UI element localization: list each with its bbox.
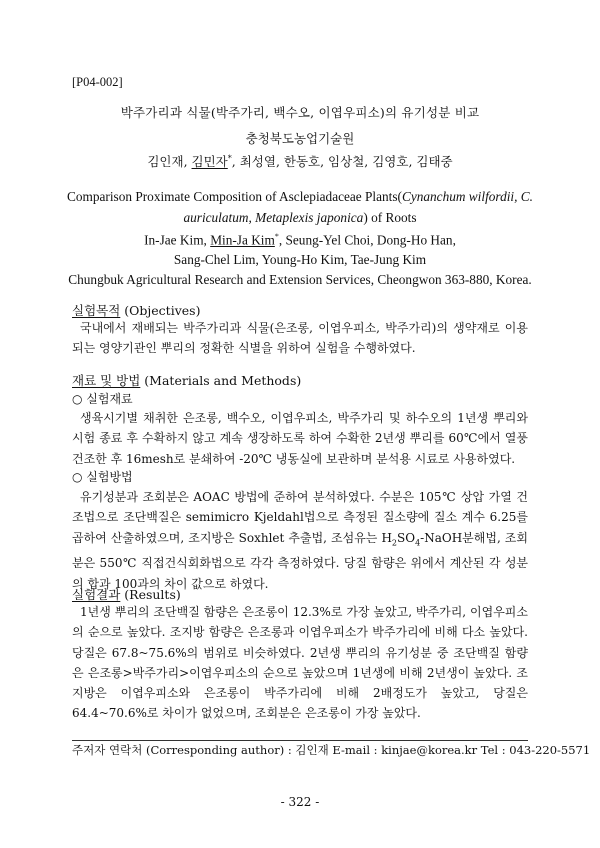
korean-institution: 충청북도농업기술원 [245,131,355,146]
english-title [60,186,540,228]
korean-title: 박주가리과 식물(박주가리, 백수오, 이엽우피소)의 유기성분 비교 [120,105,480,120]
english-affiliation: Chungbuk Agricultural Research and Extension Services, Cheongwon 363-880, Korea. [68,272,532,287]
english-title-b: ) of Roots [363,210,417,225]
methods-subheading: ○ 실험방법 [72,470,133,484]
methods-heading-ko: 재료 및 방법 [72,373,141,388]
objectives-heading-en: (Objectives) [120,303,201,318]
materials-subheading: ○ 실험재료 [72,392,133,406]
footnote-divider [72,740,528,741]
english-authors-b: , Seung-Yel Choi, Dong-Ho Han, [278,232,456,248]
korean-author-mark: * [227,153,232,163]
methods-text-c: -NaOH분해법, 조회분은 550℃ 직접건식회화법으로 각각 측정하였다. 당질 함량은 위에서 계산된 각 성분의 합과 100과의 차이 값으로 하였다. [72,530,528,591]
english-authors [60,227,540,270]
korean-presenting-author: 김민자 [191,154,228,169]
results-heading-ko: 실험결과 [72,587,121,602]
results-heading [72,585,181,603]
results-heading-en: (Results) [120,587,181,602]
results-text: 1년생 뿌리의 조단백질 함량은 은조롱이 12.3%로 가장 높았고, 박주가리, 이엽우피소의 순으로 높았다. 조지방 함량은 은조롱과 이엽우피소가 박주가리에 비해 다소 높았다. 당질은 67.8~75.6%의 범위로 비슷하였다. 2년생 뿌리의 유기성분 중 조단백질 함량은 은조롱>박주가리>이엽우피소의 순으로 높았으며 1년생에 비해 2년생이 높았다. 조지방은 이엽우피소와 은조롱이 박주가리에 비해 2배정도가 높았고, 당질은 64.4~70.6%로 차이가 없었으며, 조회분은 은조롱이 가장 높았다. [72,605,528,721]
english-author-mark: * [274,232,279,241]
english-authors-a: In-Jae Kim, [144,232,211,248]
abstract-code: [P04-002] [72,75,123,89]
english-title-species-2: auriculatum, Metaplexis japonica [183,210,364,225]
english-title-species-1: Cynanchum wilfordii, C. [401,189,533,204]
objectives-heading [72,301,200,319]
korean-authors-after: , 최성열, 한동호, 임상철, 김영호, 김태중 [231,154,453,169]
objectives-heading-ko: 실험목적 [72,303,121,318]
methods-text-sub1: 2 [391,537,397,547]
korean-authors-before: 김인재, [147,154,192,169]
methods-heading [72,371,301,389]
english-authors-line2: Sang-Chel Lim, Young-Ho Kim, Tae-Jung Kim [173,252,427,268]
methods-text-b: SO [397,530,416,545]
methods-text [72,487,528,594]
korean-authors [60,152,540,170]
objectives-text: 국내에서 재배되는 박주가리과 식물(은조롱, 이엽우피소, 박주가리)의 생약재로 이용되는 영양기관인 뿌리의 정확한 식별을 위하여 실험을 수행하였다. [72,321,528,356]
english-presenting-author: Min-Ja Kim [210,232,275,248]
corresponding-author-footnote: 주저자 연락처 (Corresponding author) : 김인재 E-mail : kinjae@korea.kr Tel : 043-220-5571 [72,743,591,757]
page-number: - 322 - [280,795,320,809]
methods-text-a: 유기성분과 조회분은 AOAC 방법에 준하여 분석하였다. 수분은 105℃ 상압 가열 건조법으로 조단백질은 semimicro Kjeldahl법으로 측정된 질소량에 질소 계수 6.25를 곱하여 산출하였으며, 조지방은 Soxhlet 추출법, 조섬유는 H [72,490,528,545]
methods-text-sub2: 4 [415,537,421,547]
methods-heading-en: (Materials and Methods) [140,373,302,388]
english-title-a: Comparison Proximate Composition of Asclepiadaceae Plants( [67,189,402,204]
materials-text: 생육시기별 채취한 은조롱, 백수오, 이엽우피소, 박주가리 및 하수오의 1년생 뿌리와 시험 종료 후 수확하지 않고 계속 생장하도록 하여 수확한 2년생 뿌리를 60℃에서 열풍건조한 후 16mesh로 분쇄하여 -20℃ 냉동실에 보관하며 분석용 시료로 사용하였다. [72,411,528,466]
